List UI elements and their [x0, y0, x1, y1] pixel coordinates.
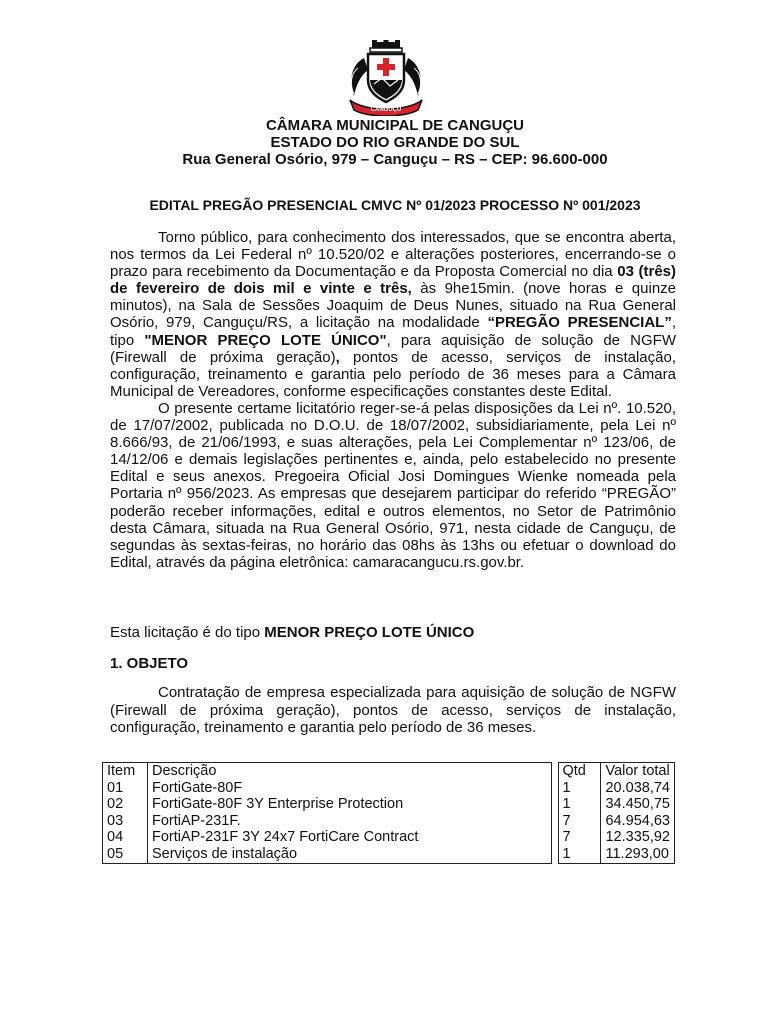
column-gap [551, 780, 558, 797]
cell-item: 01 [103, 780, 148, 797]
objeto-paragraph: Contratação de empresa especializada para aquisição de solução de NGFW (Firewall de próxima geração), pontos de acesso, serviços de instalação, configuração, treinamento e garantia pelo período de 36 meses. [110, 684, 676, 736]
column-gap [551, 846, 558, 863]
cell-qty: 1 [558, 780, 601, 797]
p1-text-1: Torno público, para conhecimento dos interessados, que se encontra aberta, nos termos da Lei Federal nº 10.520/02 e alterações posteriores, encerrando-se o prazo para recebimento da Documentação e da Proposta Comercial no dia [110, 229, 676, 281]
p1-text-2: às 9he15min. (nove horas e quinze minutos), na Sala de Sessões Joaquim de Deus Nunes, situado na Rua General Osório, 979, Canguçu/RS, a licitação na modalidade [110, 280, 677, 332]
cell-total-value: 11.293,00 [601, 846, 675, 863]
cell-description: Serviços de instalação [147, 846, 551, 863]
p1-type-bold: "MENOR PREÇO LOTE ÚNICO" [144, 331, 387, 349]
column-gap [551, 796, 558, 813]
bid-type-bold: MENOR PREÇO LOTE ÚNICO [264, 624, 475, 641]
p1-comma-bold: , [335, 348, 340, 366]
column-gap [551, 813, 558, 830]
table-row [103, 829, 675, 846]
table-header-row [103, 763, 675, 780]
edital-title: EDITAL PREGÃO PRESENCIAL CMVC Nº 01/2023 PROCESSO Nº 001/2023 [149, 197, 641, 213]
cell-total-value: 20.038,74 [601, 780, 675, 797]
table-row [103, 796, 675, 813]
section-objeto-text [110, 684, 676, 737]
p1-modality-bold: “PREGÃO PRESENCIAL” [487, 314, 672, 332]
cell-qty: 7 [558, 829, 601, 846]
table-row [103, 846, 675, 863]
cell-description: FortiAP-231F 3Y 24x7 FortiCare Contract [147, 829, 551, 846]
institution-header [100, 117, 690, 168]
cell-qty: 1 [558, 796, 601, 813]
cell-total-value: 64.954,63 [601, 813, 675, 830]
items-table [102, 762, 675, 864]
header-line-address: Rua General Osório, 979 – Canguçu – RS – CEP: 96.600-000 [182, 151, 608, 168]
header-line-state: ESTADO DO RIO GRANDE DO SUL [270, 134, 520, 151]
header-cell-description: Descrição [147, 763, 551, 780]
section-objeto-title: 1. OBJETO [110, 655, 189, 672]
cell-description: FortiAP-231F. [147, 813, 551, 830]
cell-total-value: 12.335,92 [601, 829, 675, 846]
paragraph-legal-basis: O presente certame licitatório reger-se-á pelas disposições da Lei nº. 10.520, de 17/07/2002, publicada no D.O.U. de 18/07/2002, subsidiariamente, pela Lei nº 8.666/93, de 21/06/1993, e suas alterações, pela Lei Complementar nº 123/06, de 14/12/06 e demais legislações pertinentes e, ainda, pelo estabelecido no presente Edital e seus anexos. Pregoeira Oficial Josi Domingues Wienke nomeada pela Portaria nº 956/2023. As empresas que desejarem participar do referido “PREGÃO” poderão receber informações, edital e outros elementos, no Setor de Patrimônio desta Câmara, situada na Rua General Osório, 971, nesta cidade de Canguçu, de segundas às sextas-feiras, no horário das 08hs às 13hs ou efetuar o download do Edital, através da página eletrônica: camaracangucu.rs.gov.br. [110, 399, 676, 571]
p1-date-bold: 03 (três) de fevereiro de dois mil e vinte e três, [110, 263, 676, 298]
body-text [110, 229, 676, 571]
cell-item: 03 [103, 813, 148, 830]
p1-text-4: , para aquisição de solução de NGFW (Firewall de próxima geração) [110, 331, 677, 366]
cell-description: FortiGate-80F [147, 780, 551, 797]
table-row [103, 813, 675, 830]
column-gap [551, 829, 558, 846]
paragraph-notice [110, 229, 676, 400]
p1-text-3: , tipo [110, 314, 676, 349]
cell-item: 04 [103, 829, 148, 846]
cell-item: 05 [103, 846, 148, 863]
table-row [103, 780, 675, 797]
cell-qty: 1 [558, 846, 601, 863]
bid-type-line [110, 624, 474, 641]
coat-of-arms-seal [344, 40, 428, 116]
cell-total-value: 34.450,75 [601, 796, 675, 813]
header-cell-total-value: Valor total [601, 763, 675, 780]
bid-type-prefix: Esta licitação é do tipo [110, 624, 265, 641]
header-line-institution: CÂMARA MUNICIPAL DE CANGUÇU [265, 117, 525, 134]
column-gap [551, 763, 558, 780]
p1-text-5: pontos de acesso, serviços de instalação, configuração, treinamento e garantia pelo período de 36 meses para a Câmara Municipal de Vereadores, conforme especificações constantes deste Edital. [110, 348, 676, 400]
header-cell-item: Item [103, 763, 148, 780]
cell-qty: 7 [558, 813, 601, 830]
cell-description: FortiGate-80F 3Y Enterprise Protection [147, 796, 551, 813]
seal-ribbon-text: CANGUÇU [370, 107, 402, 113]
header-cell-qty: Qtd [558, 763, 601, 780]
cell-item: 02 [103, 796, 148, 813]
